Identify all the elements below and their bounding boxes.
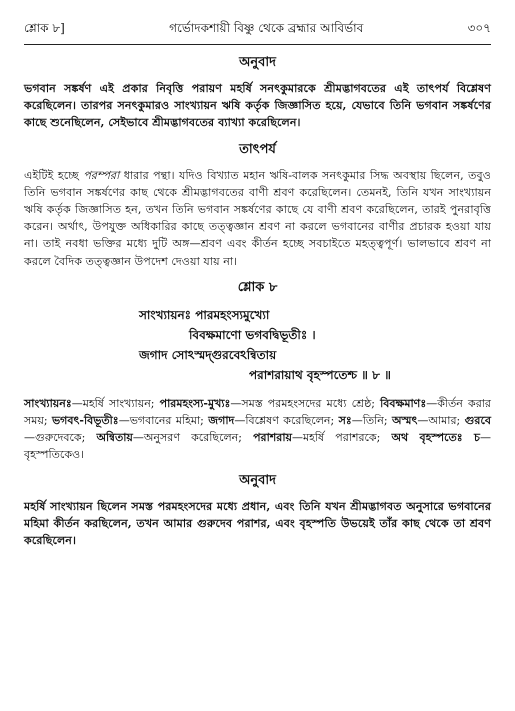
wfw-meaning: —মহর্ষি সাংখ্যায়ন;	[71, 396, 160, 410]
wfw-meaning: —গুরুদেবকে;	[24, 430, 97, 444]
wfw-meaning: —বিশ্লেষণ করেছিলেন;	[234, 413, 339, 427]
header-chapter-title: গর্ভোদকশায়ী বিষ্ণু থেকে ব্রহ্মার আবির্ভাব	[169, 21, 364, 35]
wfw-term: পরাশরায়	[253, 430, 293, 444]
wfw-term: পারমহংস্য-মুখ্যঃ	[159, 396, 231, 410]
wfw-meaning: —মহর্ষি পরাশরকে;	[292, 430, 392, 444]
header-rule	[24, 44, 491, 45]
verse-line: সাংখ্যায়নঃ পারমহংস্যমুখ্যো	[139, 307, 270, 322]
page-number: ৩০৭	[467, 21, 491, 35]
wfw-term: বিবক্ষমাণঃ	[380, 396, 427, 410]
verse-heading: শ্লোক ৮	[237, 279, 278, 295]
wfw-meaning: —সমস্ত পরমহংসদের মধ্যে শ্রেষ্ঠ;	[230, 396, 381, 410]
translation-heading-2: অনুবাদ	[239, 472, 276, 488]
verse-line: বিবক্ষমাণো ভগবদ্বিভূতীঃ ।	[189, 327, 316, 342]
translation-heading: অনুবাদ	[239, 55, 276, 70]
wfw-term: সাংখ্যায়নঃ	[24, 396, 72, 410]
purport-text-start: এইটিই হচ্ছে	[24, 168, 84, 182]
purport-heading: তাৎপর্য	[239, 141, 276, 157]
translation-text-2: মহর্ষি সাংখ্যায়ন ছিলেন সমস্ত পরমহংসদের মধ্যে প্রধান, এবং তিনি যখন শ্রীমদ্ভাগবত অনুসারে ভগবানের মহিমা কীর্তন করছিলেন, তখন আমার গুরুদেব পরাশর, এবং বৃহস্পতি উভয়েই তাঁর কাছ থেকে তা শ্রবণ করেছিলেন।	[24, 498, 491, 548]
wfw-term: অন্বিতায়	[96, 430, 133, 444]
wfw-term: অথ বৃহস্পতেঃ চ	[391, 430, 480, 444]
wfw-term: গুরবে	[464, 413, 491, 427]
verse-line: জগাদ সোঽস্মদ্গুরবেঽন্বিতায়	[139, 347, 277, 362]
wfw-meaning: —বৃহস্পতিকেও।	[24, 430, 491, 461]
running-header	[24, 20, 491, 42]
wfw-term: জগাদ	[208, 413, 235, 427]
wfw-term: সঃ	[338, 413, 352, 427]
purport-text-rest: ধারার পন্থা। যদিও বিখ্যাত মহান ঋষি-বালক সনৎকুমার সিদ্ধ অবস্থায় ছিলেন, তবুও তিনি ভগবান সঙ্কর্ষণের কাছ থেকে শ্রীমদ্ভাগবতের বাণী শ্রবণ করেছিলেন। তেমনই, তিনি যখন সাংখ্যায়ন ঋষি কর্তৃক জিজ্ঞাসিত হন, তখন তিনি ভগবান সঙ্কর্ষণের কাছে যে বাণী শ্রবণ করেছিলেন, তারই পুনরাবৃত্তি করেন। অর্থাৎ, উপযুক্ত অধিকারির কাছে তত্ত্বজ্ঞান শ্রবণ না করলে ভগবানের বাণীর প্রচারক হওয়া যায় না। তাই নবধা ভক্তির মধ্যে দুটি অঙ্গ—শ্রবণ এবং কীর্তন হচ্ছে সবচাইতে মহত্ত্বপূর্ণ। ভালভাবে শ্রবণ না করলে বৈদিক তত্ত্বজ্ঞান উপদেশ দেওয়া যায় না।	[24, 168, 491, 268]
wfw-meaning: —আমার;	[417, 413, 465, 427]
purport-emphasis: পরম্পরা	[83, 168, 120, 182]
wfw-meaning: —ভগবানের মহিমা;	[118, 413, 209, 427]
translation-text: ভগবান সঙ্কর্ষণ এই প্রকার নিবৃত্তি পরায়ণ মহর্ষি সনৎকুমারকে শ্রীমদ্ভাগবতের এই তাৎপর্য বিশ্লেষণ করেছিলেন। তারপর সনৎকুমারও সাংখ্যায়ন ঋষি কর্তৃক জিজ্ঞাসিত হয়ে, যেভাবে তিনি ভগবান সঙ্কর্ষণের কাছে শুনেছিলেন, সেইভাবে শ্রীমদ্ভাগবতের ব্যাখ্যা করেছিলেন।	[24, 81, 491, 130]
wfw-term: ভগবৎ-বিভূতীঃ	[51, 413, 119, 427]
purport-text	[24, 167, 491, 270]
header-verse-ref: শ্লোক ৮]	[24, 21, 65, 35]
wfw-meaning: —কীর্তন করার সময়;	[24, 396, 491, 427]
wfw-term: অস্মৎ	[391, 413, 418, 427]
wfw-meaning: —অনুসরণ করেছিলেন;	[132, 430, 254, 444]
verse-line: পরাশরায়াথ বৃহস্পতেশ্চ ॥ ৮ ॥	[249, 367, 391, 382]
word-for-word	[24, 395, 491, 463]
verse-block	[24, 305, 491, 385]
wfw-meaning: —তিনি;	[351, 413, 392, 427]
